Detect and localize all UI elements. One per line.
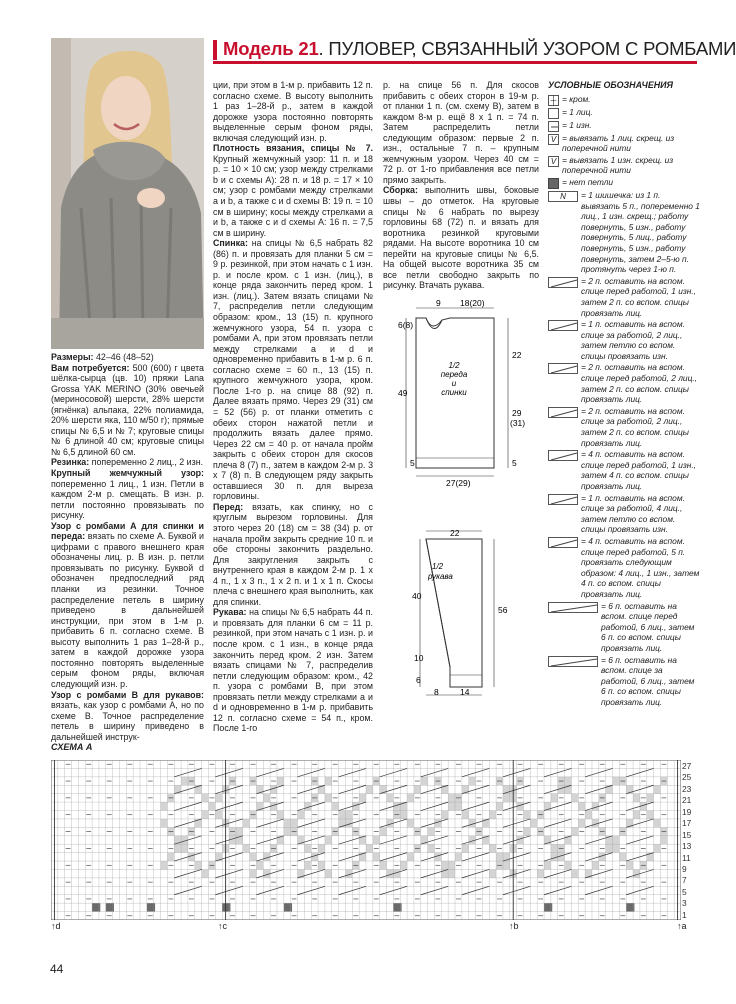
legend-symbol-icon: [548, 494, 578, 505]
page-number: 44: [50, 962, 64, 976]
chart-cell-grey: [318, 844, 325, 852]
chart-cell-grey: [202, 811, 209, 819]
text-column-3: [383, 80, 539, 291]
chart-cell-grey: [455, 802, 462, 810]
sleeve-bottom-left: 8: [434, 687, 439, 697]
chart-row-number: 27: [682, 761, 692, 771]
body-diagram: [398, 298, 538, 488]
chart-cell-grey: [380, 827, 387, 835]
chart-cell-grey: [400, 861, 407, 869]
chart-row-number: 5: [682, 886, 687, 897]
chart-row-number: 3: [682, 898, 687, 909]
chart-cell-grey: [174, 844, 181, 852]
chart-cell-grey: [428, 844, 435, 852]
legend-symbol-icon: [548, 121, 559, 132]
legend-text: = вывязать 1 изн. скрещ. из поперечной нити: [562, 154, 674, 176]
col2-paragraph: [213, 238, 373, 502]
col1-paragraph: [51, 363, 204, 458]
chart-cell-grey: [209, 802, 216, 810]
chart-cell-grey: [161, 861, 168, 869]
col1-paragraph: [51, 352, 204, 363]
chart-cell-grey: [236, 827, 243, 835]
legend-text: = 4 п. оставить на вспом. спице перед работой, 5 п. провязать следующим образом: 4 лиц., 1 изн., затем 4 п. со вспом. спицы провязать лиц.: [581, 535, 700, 599]
chart-cell-grey: [613, 777, 620, 785]
paragraph-label: Размеры:: [51, 352, 94, 362]
body-armhole: 22: [512, 350, 522, 360]
chart-row-number: 23: [682, 783, 692, 794]
sleeve-label-1: 1/2: [432, 562, 444, 571]
chart-cell-grey: [325, 777, 332, 785]
knitting-chart-a: [51, 760, 681, 920]
paragraph-label: Узор с ромбами А для спинки и переда:: [51, 520, 204, 542]
chart-cell-grey: [660, 836, 667, 844]
legend-item: [548, 107, 700, 119]
legend-text: = 6 п. оставить на вспом. спице за работой, 6 лиц., затем 6 п. со вспом. спицы провязать лиц.: [601, 654, 695, 707]
chart-cell-grey: [571, 827, 578, 835]
body-top-left: 9: [436, 298, 441, 308]
chart-cell-grey: [544, 861, 551, 869]
col2-paragraph: [213, 607, 373, 734]
chart-cell-grey: [407, 819, 414, 827]
chart-row-number: 1: [682, 909, 687, 920]
chart-cell-grey: [633, 811, 640, 819]
legend-symbol-icon: [548, 178, 559, 189]
chart-cell-grey: [489, 844, 496, 852]
chart-cell-grey: [407, 853, 414, 861]
chart-cell-grey: [359, 794, 366, 802]
chart-cell-grey: [647, 811, 654, 819]
legend-text: = 4 п. оставить на вспом. спице перед работой, 1 изн., затем 4 п. со вспом. спицы провязать лиц.: [581, 449, 697, 491]
legend-text: = 2 п. оставить на вспом. спице перед работой, 1 изн., затем 2 п. со вспом. спицы провязать лиц.: [581, 275, 697, 318]
sleeve-h6: 6: [416, 675, 421, 685]
model-number: Модель 21: [223, 38, 319, 59]
text-column-2: [213, 80, 373, 734]
header-accent: [213, 40, 217, 60]
legend-symbol-icon: N: [548, 191, 578, 202]
legend-item: [548, 190, 700, 275]
chart-title: СХЕМА А: [51, 742, 93, 752]
chart-cell-grey: [366, 844, 373, 852]
chart-row-number: 21: [682, 795, 692, 806]
paragraph-text: попеременно 1 лиц., 1 изн. Петли в каждом 2-м р. смещать. В изн. р. петли постоянно провязывать по рисунку.: [51, 478, 204, 521]
chart-cell-grey: [291, 819, 298, 827]
chart-cell-grey: [524, 827, 531, 835]
chart-cell-grey: [448, 869, 455, 877]
paragraph-label: Крупный жемчужный узор:: [51, 468, 204, 479]
paragraph-label: Вам потребуется:: [51, 362, 130, 373]
legend-symbol-icon: [548, 320, 578, 331]
col1-paragraph: [51, 468, 204, 521]
legend-symbol-icon: [548, 537, 578, 548]
chart-cell-grey: [654, 819, 661, 827]
legend-symbol-icon: V: [548, 156, 559, 167]
chart-row-number: 19: [682, 806, 692, 817]
legend-text: = кром.: [562, 93, 591, 104]
legend-symbol-icon: [548, 450, 578, 461]
paragraph-label: Перед:: [213, 501, 244, 512]
chart-cell-grey: [578, 819, 585, 827]
paragraph-text: попеременно 2 лиц., 2 изн.: [89, 457, 204, 468]
chart-cell-grey: [250, 853, 257, 861]
legend-symbol-icon: [548, 407, 578, 418]
sleeve-label-2: рукава: [428, 572, 453, 581]
body-neck-depth: 6(8): [398, 320, 414, 330]
body-rib-right: 5: [512, 458, 517, 468]
legend-item: [548, 601, 700, 654]
legend-item: [548, 155, 700, 176]
chart-cell-grey: [181, 844, 188, 852]
arrow-b: ↑b: [509, 921, 519, 931]
chart-cell-grey: [633, 794, 640, 802]
paragraph-label: Плотность вязания, спицы № 7.: [213, 143, 373, 154]
chart-cell-grey: [202, 869, 209, 877]
legend-text: = 2 п. оставить на вспом. спице перед работой, 2 лиц., затем 2 п. со вспом. спицы провязать лиц.: [581, 362, 698, 405]
arrow-d: ↑d: [51, 921, 61, 931]
chart-row-number: 7: [682, 875, 687, 886]
chart-cell-grey: [592, 861, 599, 869]
chart-cell-grey: [565, 861, 572, 869]
chart-cell-grey: [571, 869, 578, 877]
chart-cell-grey: [298, 811, 305, 819]
body-label-4: спинки: [441, 388, 467, 397]
chart-cell-grey: [571, 794, 578, 802]
chart-cell-grey: [654, 844, 661, 852]
arrow-a: ↑a: [677, 921, 687, 931]
col2-paragraph: [213, 80, 373, 143]
body-label-3: и: [451, 379, 457, 388]
legend-symbol-icon: V: [548, 134, 559, 145]
chart-cell-grey: [462, 811, 469, 819]
chart-cell-grey: [537, 869, 544, 877]
legend-text: = 1 лиц.: [562, 106, 593, 117]
legend-text: = нет петли: [562, 176, 614, 187]
sleeve-h40: 40: [412, 591, 422, 601]
paragraph-text: р. на спице 56 п. Для скосов прибавить с обеих сторон в 19-м р. от планки 1 п. (см. схему В), затем в каждом 8-м р. ещё 8 х 1 п. = 74 п. Затем распределить петли следующим образом: первые 2 п. изн., остальные 7 п. – крупным жемчужным узором. Через 40 см = 72 р. от 1-го прибавления все петли прямо закрыть.: [383, 80, 539, 185]
chart-cell-grey: [469, 777, 476, 785]
paragraph-label: Сборка:: [383, 185, 418, 196]
chart-row-number: 11: [682, 852, 691, 863]
chart-cell-grey: [428, 827, 435, 835]
legend-item: [548, 406, 700, 448]
legend-text: = 1 изн.: [562, 119, 592, 130]
chart-cell-grey: [619, 853, 626, 861]
chart-cell-grey: [654, 785, 661, 793]
model-photo: [51, 38, 204, 349]
legend-item: [548, 536, 700, 600]
chart-cell-grey: [606, 844, 613, 852]
chart-row-number: 15: [682, 829, 692, 840]
chart-cell-grey: [243, 844, 250, 852]
chart-cell-grey: [613, 836, 620, 844]
chart-cell-grey: [503, 861, 510, 869]
sleeve-h56: 56: [498, 605, 508, 615]
chart-cell-grey: [565, 777, 572, 785]
legend-item: [548, 362, 700, 404]
chart-cell-grey: [585, 811, 592, 819]
chart-cell-grey: [530, 819, 537, 827]
chart-cell-grey: [284, 827, 291, 835]
chart-cell-grey: [448, 802, 455, 810]
legend-item: [548, 94, 700, 106]
chart-cell-grey: [304, 861, 311, 869]
paragraph-text: ции, при этом в 1-м р. прибавить 12 п. согласно схеме. В высоту выполнить 1 раз 1–28-й р., затем в каждой дорожке узора постоянно повторять выделенные серым фоном ряды, включая следующий изн. р.: [213, 80, 373, 143]
model-name: . ПУЛОВЕР, СВЯЗАННЫЙ УЗОРОМ С РОМБАМИ: [318, 38, 736, 59]
chart-cell-grey: [503, 794, 510, 802]
legend-symbol-icon: [548, 277, 578, 288]
legend-text: = 1 п. оставить на вспом. спице за работой, 4 лиц., затем петлю со вспом. спицы провязать изн.: [581, 492, 685, 535]
paragraph-text: на спицы № 6,5 набрать 82 (86) п. и провязать для планки 5 см = 9 р. резинкой, при этом начать с 1 изн. р. и после кром. с 1 изн. (лиц.), в конце ряда закончить перед кром. 1 изн. (лиц.). Затем вязать спицами № 7, распределив петли следующим образом: кром., 13 (15) п. крупного жемчужного узора, 54 п. узора с ромбами А, при этом провязать петли между стрелками a и d и одновременно прибавить в 1-м р. 6 п. согласно схеме = 60 п., 13 (15) п. крупного жемчужного узора, кром. После 1-го р. на спице 88 (92) п. Далее вязать прямо. Через 29 (31) см = 52 (56) р. от планки отметить с обеих сторон нажатой петли и продолжить вязать далее прямо. Через 22 см = 40 р. от начала пройм закрыть с обеих сторон для скосов плеча 8 (7) п., затем в каждом 2-м р. 3 х 7 (8) п. В следующем ряду закрыть оставшиеся 30 п. для выреза горловины.: [213, 238, 373, 502]
body-top-right: 18(20): [460, 298, 485, 308]
body-left-height: 49: [398, 388, 408, 398]
paragraph-label: Рукава:: [213, 607, 247, 618]
legend-text: = 1 шишечка: из 1 п. вывязать 5 п., попеременно 1 лиц., 1 изн. скрещ.; работу повернуть, 5 изн., работу повернуть, 5 лиц., работу повернуть, 5 изн., работу повернуть, затем 2–5-ю п. протянуть через 1-ю п.: [581, 189, 700, 275]
col1-paragraph: [51, 521, 204, 690]
chart-cell-grey: [455, 853, 462, 861]
chart-cell-grey: [496, 802, 503, 810]
chart-cell-grey: [647, 794, 654, 802]
chart-cell-grey: [489, 811, 496, 819]
chart-cell-grey: [339, 811, 346, 819]
chart-cell-grey: [551, 844, 558, 852]
chart-cell-grey: [325, 869, 332, 877]
paragraph-text: выполнить швы, боковые швы – до отметок. На круговые спицы № 6 набрать по вырезу горловины 68 (72) п. и вязать для воротника резинкой круговыми рядами. На высоте воротника 10 см перейти на круговые спицы № 6,5. На общей высоте воротника 35 см все петли свободно закрыть по рисунку. Втачать рукава.: [383, 185, 539, 291]
chart-cell-grey: [256, 861, 263, 869]
legend-text: = 6 п. оставить на вспом. спице перед работой, 6 лиц., затем 6 п. со вспом. спицы провязать лиц.: [601, 600, 695, 653]
paragraph-text: на спицы № 6,5 набрать 44 п. и провязать для планки 6 см = 11 р. резинкой, при этом начать с 1 изн. р. и после кром. с 1 изн., в конце ряда закончить перед кром. 2 изн. Затем вязать спицами № 7, распределив петли следующим образом: кром., 42 п. узора с ромбами В, при этом провязать петли между стрелками a и d и одновременно в 1-м р. прибавить 12 п. согласно схеме = 54 п., кром. После 1-го: [213, 607, 373, 734]
chart-row-number: 13: [682, 841, 692, 852]
chart-row-number: 9: [682, 863, 687, 874]
legend-text: = вывязать 1 лиц. скрещ. из поперечной нити: [562, 132, 675, 154]
legend-item: [548, 276, 700, 318]
legend-heading: УСЛОВНЫЕ ОБОЗНАЧЕНИЯ: [548, 80, 674, 90]
chart-cell-grey: [462, 844, 469, 852]
chart-cell-grey: [277, 811, 284, 819]
chart-cell-grey: [215, 794, 222, 802]
chart-cell-grey: [345, 811, 352, 819]
legend-item: [548, 319, 700, 361]
chart-cell-grey: [325, 836, 332, 844]
chart-cell-grey: [496, 853, 503, 861]
sleeve-h10: 10: [414, 653, 424, 663]
sleeve-bottom-right: 14: [460, 687, 470, 697]
chart-cell-grey: [202, 794, 209, 802]
arrow-a-label: a: [681, 921, 687, 931]
legend-text: = 1 п. оставить на вспом. спице за работой, 2 лиц., затем петлю со вспом. спицы провязать изн.: [581, 319, 685, 361]
legend-item: [548, 449, 700, 491]
chart-cell-grey: [167, 853, 174, 861]
chart-cell-grey: [414, 785, 421, 793]
paragraph-text: 500 (600) г цвета шёлка-сырца (цв. 10) пряжи Lana Grossa YAK MERINO (30% овечьей (мериносовой) шерсти, 28% шерсти (ягнёнка) альпака, 22% полиамида, 20% шерсти яка, 110 м/50 г); прямые спицы № 6,5 и № 7; круговые спицы № 6 длиной 40 см; круговые спицы № 6,5 длиной 60 см.: [51, 362, 204, 457]
chart-row-numbers: [682, 762, 691, 919]
col1-paragraph: [51, 457, 204, 468]
chart-cell-grey: [613, 844, 620, 852]
col2-paragraph: [213, 502, 373, 607]
chart-cell-grey: [387, 794, 394, 802]
chart-cell-grey: [161, 802, 168, 810]
chart-cell-grey: [441, 811, 448, 819]
legend: [548, 80, 700, 708]
sleeve-top: 22: [450, 528, 460, 538]
arrow-c-label: c: [222, 921, 227, 931]
col3-paragraph: [383, 185, 539, 290]
chart-cell-grey: [524, 811, 531, 819]
arrow-b-label: b: [513, 921, 519, 931]
legend-items: [548, 94, 700, 708]
sleeve-diagram: [400, 527, 540, 699]
chart-cell-grey: [181, 777, 188, 785]
chart-cell-grey: [373, 853, 380, 861]
body-rib-left: 5: [410, 458, 415, 468]
body-label-1: 1/2: [448, 361, 460, 370]
chart-cell-grey: [161, 819, 168, 827]
chart-cell-grey: [250, 869, 257, 877]
paragraph-label: Узор с ромбами В для рукавов:: [51, 689, 204, 700]
body-side-alt: (31): [510, 418, 526, 428]
chart-cell-grey: [215, 811, 222, 819]
chart-cell-grey: [448, 794, 455, 802]
chart-cell-grey: [578, 802, 585, 810]
paragraph-text: вязать по схеме А. Буквой и цифрами с правого внешнего края обозначены лиц. р. В изн. р. петли провязывать по рисунку. Буквой d обозначен предпоследний ряд планки из резинки. Точное распределение петель в ширину приведено в дальнейшей инструкции, при этом в 1-м р. прибавить 6 п. согласно схеме. В высоту выполнить 1 раз 1–28-й р., затем в каждой дорожке узора постоянно повторять выделенные серым фоном ряды, включая следующий изн. р.: [51, 531, 204, 689]
arrow-c: ↑c: [218, 921, 227, 931]
chart-cell-grey: [284, 819, 291, 827]
chart-cell-grey: [373, 836, 380, 844]
chart-row-number: 17: [682, 818, 692, 829]
chart-cell-grey: [380, 861, 387, 869]
text-column-1: [51, 352, 204, 742]
chart-cell-grey: [407, 794, 414, 802]
chart-cell-grey: [421, 777, 428, 785]
chart-cell-grey: [332, 802, 339, 810]
paragraph-label: Спинка:: [213, 238, 248, 249]
chart-cell-grey: [551, 794, 558, 802]
col2-paragraph: [213, 143, 373, 238]
legend-item: [548, 655, 700, 708]
chart-row-number: 25: [682, 772, 692, 783]
legend-symbol-icon: [548, 656, 598, 667]
chart-cell-grey: [626, 861, 633, 869]
chart-cell-grey: [304, 844, 311, 852]
body-width: 27(29): [446, 478, 471, 488]
body-label-2: переда: [440, 370, 468, 379]
paragraph-text: Крупный жемчужный узор: 11 п. и 18 р. = 10 × 10 см; узор между стрелками b и c схемы A): 28 п. и 18 р. = 17 × 10 см; узор с ромбами между стрелками a и b, а также c и d схемы B: 19 п. = 10 см в ширину; косы между стрелками a и b, а также c и d схемы A: 16 п. = 7,5 см в ширину.: [213, 153, 373, 238]
chart-cell-grey: [366, 785, 373, 793]
legend-symbol-icon: [548, 602, 598, 613]
chart-cell-grey: [448, 861, 455, 869]
chart-cell-grey: [489, 869, 496, 877]
legend-symbol-icon: [548, 108, 559, 119]
chart-cell-grey: [263, 794, 270, 802]
paragraph-text: вязать, как спинку, но с круглым вырезом горловины. Для этого через 20 (18) см = 38 (34) р. от начала пройм закрыть средние 10 п. и обе стороны закончить раздельно. Для закругления закрыть с внутреннего края в каждом 2-м р. 1 х 4 п., 1 х 3 п., 1 х 2 п. и 1 х 1 п. Скосы плеча с внешнего края выполнить, как для спинки.: [213, 501, 373, 607]
chart-cell-grey: [325, 794, 332, 802]
body-side: 29: [512, 408, 522, 418]
paragraph-text: 42–46 (48–52): [93, 352, 154, 362]
chart-cell-grey: [277, 777, 284, 785]
chart-cell-grey: [243, 819, 250, 827]
legend-item: [548, 120, 700, 132]
legend-item: [548, 133, 700, 154]
legend-symbol-icon: [548, 363, 578, 374]
legend-item: [548, 493, 700, 535]
page-title: [223, 38, 736, 60]
col3-paragraph: [383, 80, 539, 185]
chart-cell-grey: [400, 811, 407, 819]
legend-text: = 2 п. оставить на вспом. спице за работой, 2 лиц., затем 2 п. со вспом. спицы провязать лиц.: [581, 405, 689, 448]
chart-cell-grey: [195, 861, 202, 869]
col1-paragraph: [51, 690, 204, 743]
legend-symbol-icon: ┼: [548, 95, 559, 106]
chart-cell-grey: [441, 861, 448, 869]
legend-item: [548, 177, 700, 189]
paragraph-text: вязать, как узор с ромбами А, но по схеме В. Точное распределение петель в ширину приведено в дальнейшей инструк-: [51, 700, 204, 742]
chart-cell-grey: [318, 861, 325, 869]
arrow-d-label: d: [55, 921, 61, 931]
paragraph-label: Резинка:: [51, 457, 90, 468]
page-header: [213, 38, 736, 64]
